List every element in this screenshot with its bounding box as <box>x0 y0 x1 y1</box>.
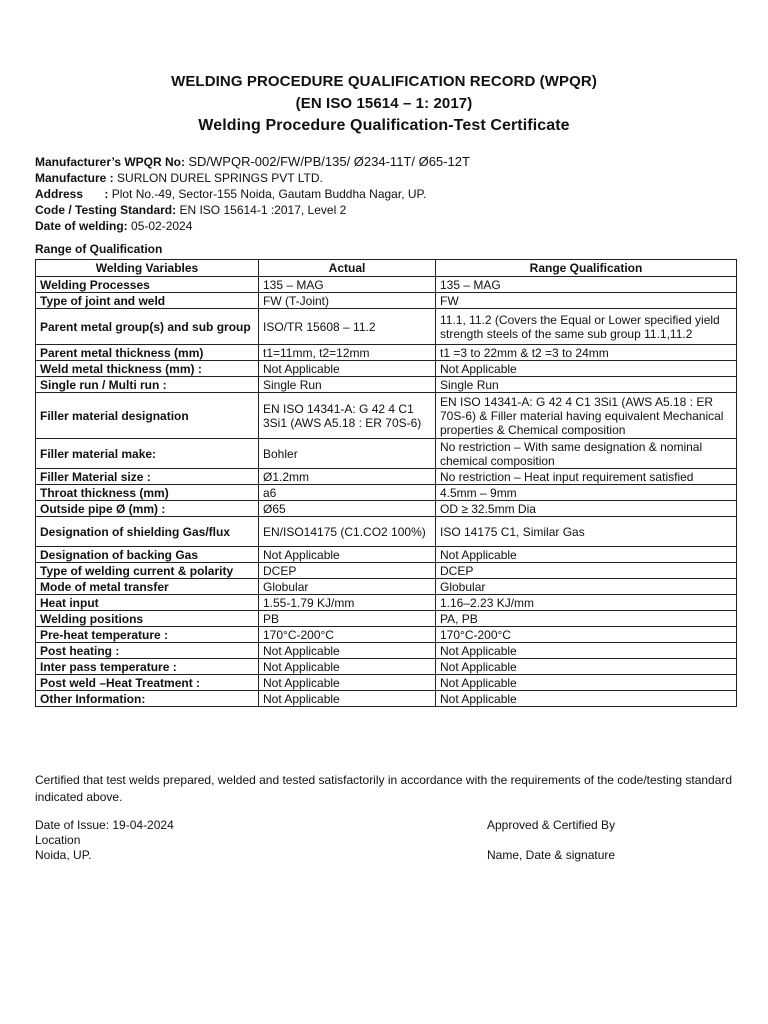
wpqr-value: SD/WPQR-002/FW/PB/135/ Ø234-11T/ Ø65-12T <box>188 154 470 169</box>
cell-range-qualification: Globular <box>436 579 737 595</box>
manufacture-label: Manufacture : <box>35 171 114 185</box>
qualification-table-body <box>36 277 737 707</box>
cell-range-qualification: Single Run <box>436 377 737 393</box>
cell-welding-variable: Single run / Multi run : <box>36 377 259 393</box>
cell-range-qualification: EN ISO 14341-A: G 42 4 C1 3Si1 (AWS A5.18 : ER 70S-6) & Filler material having equivalent Mechanical properties & Chemical composition <box>436 393 737 439</box>
table-row <box>36 277 737 293</box>
cell-range-qualification: ISO 14175 C1, Similar Gas <box>436 517 737 547</box>
cell-actual: 1.55-1.79 KJ/mm <box>259 595 436 611</box>
header-range-qualification: Range Qualification <box>436 260 737 277</box>
manufacture-row <box>35 170 735 186</box>
cell-range-qualification: Not Applicable <box>436 547 737 563</box>
approval-block <box>487 818 615 863</box>
cell-actual: Bohler <box>259 439 436 469</box>
cell-welding-variable: Pre-heat temperature : <box>36 627 259 643</box>
date-of-issue: Date of Issue: 19-04-2024 <box>35 818 174 832</box>
cell-actual: Ø65 <box>259 501 436 517</box>
table-row <box>36 675 737 691</box>
cell-range-qualification: FW <box>436 293 737 309</box>
cell-actual: ISO/TR 15608 – 11.2 <box>259 309 436 345</box>
wpqr-number-row <box>35 154 735 170</box>
cell-welding-variable: Filler Material size : <box>36 469 259 485</box>
cell-welding-variable: Filler material make: <box>36 439 259 469</box>
table-row <box>36 393 737 439</box>
cell-welding-variable: Filler material designation <box>36 393 259 439</box>
cell-actual: EN ISO 14341-A: G 42 4 C1 3Si1 (AWS A5.18 : ER 70S-6) <box>259 393 436 439</box>
cell-actual: EN/ISO14175 (C1.CO2 100%) <box>259 517 436 547</box>
cell-welding-variable: Heat input <box>36 595 259 611</box>
address-separator: : <box>104 187 109 201</box>
cell-actual: 135 – MAG <box>259 277 436 293</box>
cell-range-qualification: Not Applicable <box>436 659 737 675</box>
table-row <box>36 377 737 393</box>
code-label: Code / Testing Standard: <box>35 203 177 217</box>
table-row <box>36 547 737 563</box>
manufacture-value: SURLON DUREL SPRINGS PVT LTD. <box>117 171 323 185</box>
table-row <box>36 469 737 485</box>
table-row <box>36 361 737 377</box>
cell-welding-variable: Type of welding current & polarity <box>36 563 259 579</box>
cell-welding-variable: Weld metal thickness (mm) : <box>36 361 259 377</box>
table-row <box>36 345 737 361</box>
cell-range-qualification: OD ≥ 32.5mm Dia <box>436 501 737 517</box>
location-label: Location <box>35 833 81 847</box>
table-row <box>36 579 737 595</box>
cell-welding-variable: Designation of shielding Gas/flux <box>36 517 259 547</box>
table-row <box>36 485 737 501</box>
table-header-row <box>36 260 737 277</box>
cell-welding-variable: Other Information: <box>36 691 259 707</box>
table-row <box>36 595 737 611</box>
cell-range-qualification: Not Applicable <box>436 361 737 377</box>
title-line-3: Welding Procedure Qualification-Test Certificate <box>198 117 570 134</box>
cell-actual: Not Applicable <box>259 547 436 563</box>
cell-welding-variable: Throat thickness (mm) <box>36 485 259 501</box>
cell-welding-variable: Type of joint and weld <box>36 293 259 309</box>
table-row <box>36 627 737 643</box>
cell-range-qualification: 135 – MAG <box>436 277 737 293</box>
cell-actual: Globular <box>259 579 436 595</box>
range-of-qualification-heading: Range of Qualification <box>35 242 163 256</box>
cell-welding-variable: Welding Processes <box>36 277 259 293</box>
cell-actual: Single Run <box>259 377 436 393</box>
table-row <box>36 611 737 627</box>
wpqr-label: Manufacturer’s WPQR No: <box>35 155 186 169</box>
table-row <box>36 563 737 579</box>
cell-welding-variable: Outside pipe Ø (mm) : <box>36 501 259 517</box>
cell-range-qualification: 170°C-200°C <box>436 627 737 643</box>
date-of-welding-row <box>35 218 735 234</box>
cell-actual: FW (T-Joint) <box>259 293 436 309</box>
qualification-table <box>35 259 737 707</box>
cell-range-qualification: t1 =3 to 22mm & t2 =3 to 24mm <box>436 345 737 361</box>
cell-range-qualification: 1.16–2.23 KJ/mm <box>436 595 737 611</box>
cell-range-qualification: 11.1, 11.2 (Covers the Equal or Lower specified yield strength steels of the same sub group 11.1,11.2 <box>436 309 737 345</box>
address-value: Plot No.-49, Sector-155 Noida, Gautam Buddha Nagar, UP. <box>111 187 427 201</box>
table-row <box>36 659 737 675</box>
cell-actual: Not Applicable <box>259 643 436 659</box>
cell-welding-variable: Parent metal group(s) and sub group <box>36 309 259 345</box>
table-row <box>36 439 737 469</box>
code-row <box>35 202 735 218</box>
cell-welding-variable: Welding positions <box>36 611 259 627</box>
cell-welding-variable: Post heating : <box>36 643 259 659</box>
cell-range-qualification: Not Applicable <box>436 643 737 659</box>
cell-actual: DCEP <box>259 563 436 579</box>
header-actual: Actual <box>259 260 436 277</box>
cell-actual: Not Applicable <box>259 361 436 377</box>
table-row <box>36 309 737 345</box>
approved-certified-by: Approved & Certified By <box>487 818 616 832</box>
code-value: EN ISO 15614-1 :2017, Level 2 <box>179 203 347 217</box>
cell-range-qualification: DCEP <box>436 563 737 579</box>
table-row <box>36 293 737 309</box>
address-label: Address <box>35 187 84 201</box>
certification-statement: Certified that test welds prepared, welded and tested satisfactorily in accordance with the requirements of the code/testing standard indicated above. <box>35 773 733 804</box>
cell-actual: Not Applicable <box>259 675 436 691</box>
cell-range-qualification: No restriction – Heat input requirement satisfied <box>436 469 737 485</box>
header-welding-variables: Welding Variables <box>36 260 259 277</box>
cell-range-qualification: PA, PB <box>436 611 737 627</box>
cell-welding-variable: Parent metal thickness (mm) <box>36 345 259 361</box>
cell-range-qualification: Not Applicable <box>436 691 737 707</box>
date-of-welding-value: 05-02-2024 <box>131 219 193 233</box>
date-of-welding-label: Date of welding: <box>35 219 128 233</box>
cell-actual: Ø1.2mm <box>259 469 436 485</box>
document-meta <box>35 154 735 234</box>
cell-range-qualification: Not Applicable <box>436 675 737 691</box>
cell-actual: 170°C-200°C <box>259 627 436 643</box>
title-line-2: (EN ISO 15614 – 1: 2017) <box>295 95 473 112</box>
cell-actual: PB <box>259 611 436 627</box>
table-row <box>36 517 737 547</box>
cell-actual: t1=11mm, t2=12mm <box>259 345 436 361</box>
document-title <box>0 71 768 137</box>
title-line-1: WELDING PROCEDURE QUALIFICATION RECORD (WPQR) <box>171 73 597 90</box>
issue-details <box>35 818 174 863</box>
cell-actual: Not Applicable <box>259 691 436 707</box>
cell-welding-variable: Post weld –Heat Treatment : <box>36 675 259 691</box>
cell-welding-variable: Inter pass temperature : <box>36 659 259 675</box>
table-row <box>36 643 737 659</box>
cell-welding-variable: Mode of metal transfer <box>36 579 259 595</box>
cell-actual: a6 <box>259 485 436 501</box>
signature-line: Name, Date & signature <box>487 848 616 862</box>
cell-range-qualification: No restriction – With same designation & nominal chemical composition <box>436 439 737 469</box>
cell-actual: Not Applicable <box>259 659 436 675</box>
cell-range-qualification: 4.5mm – 9mm <box>436 485 737 501</box>
table-row <box>36 691 737 707</box>
address-row <box>35 186 735 202</box>
table-row <box>36 501 737 517</box>
location-value: Noida, UP. <box>35 848 92 862</box>
cell-welding-variable: Designation of backing Gas <box>36 547 259 563</box>
